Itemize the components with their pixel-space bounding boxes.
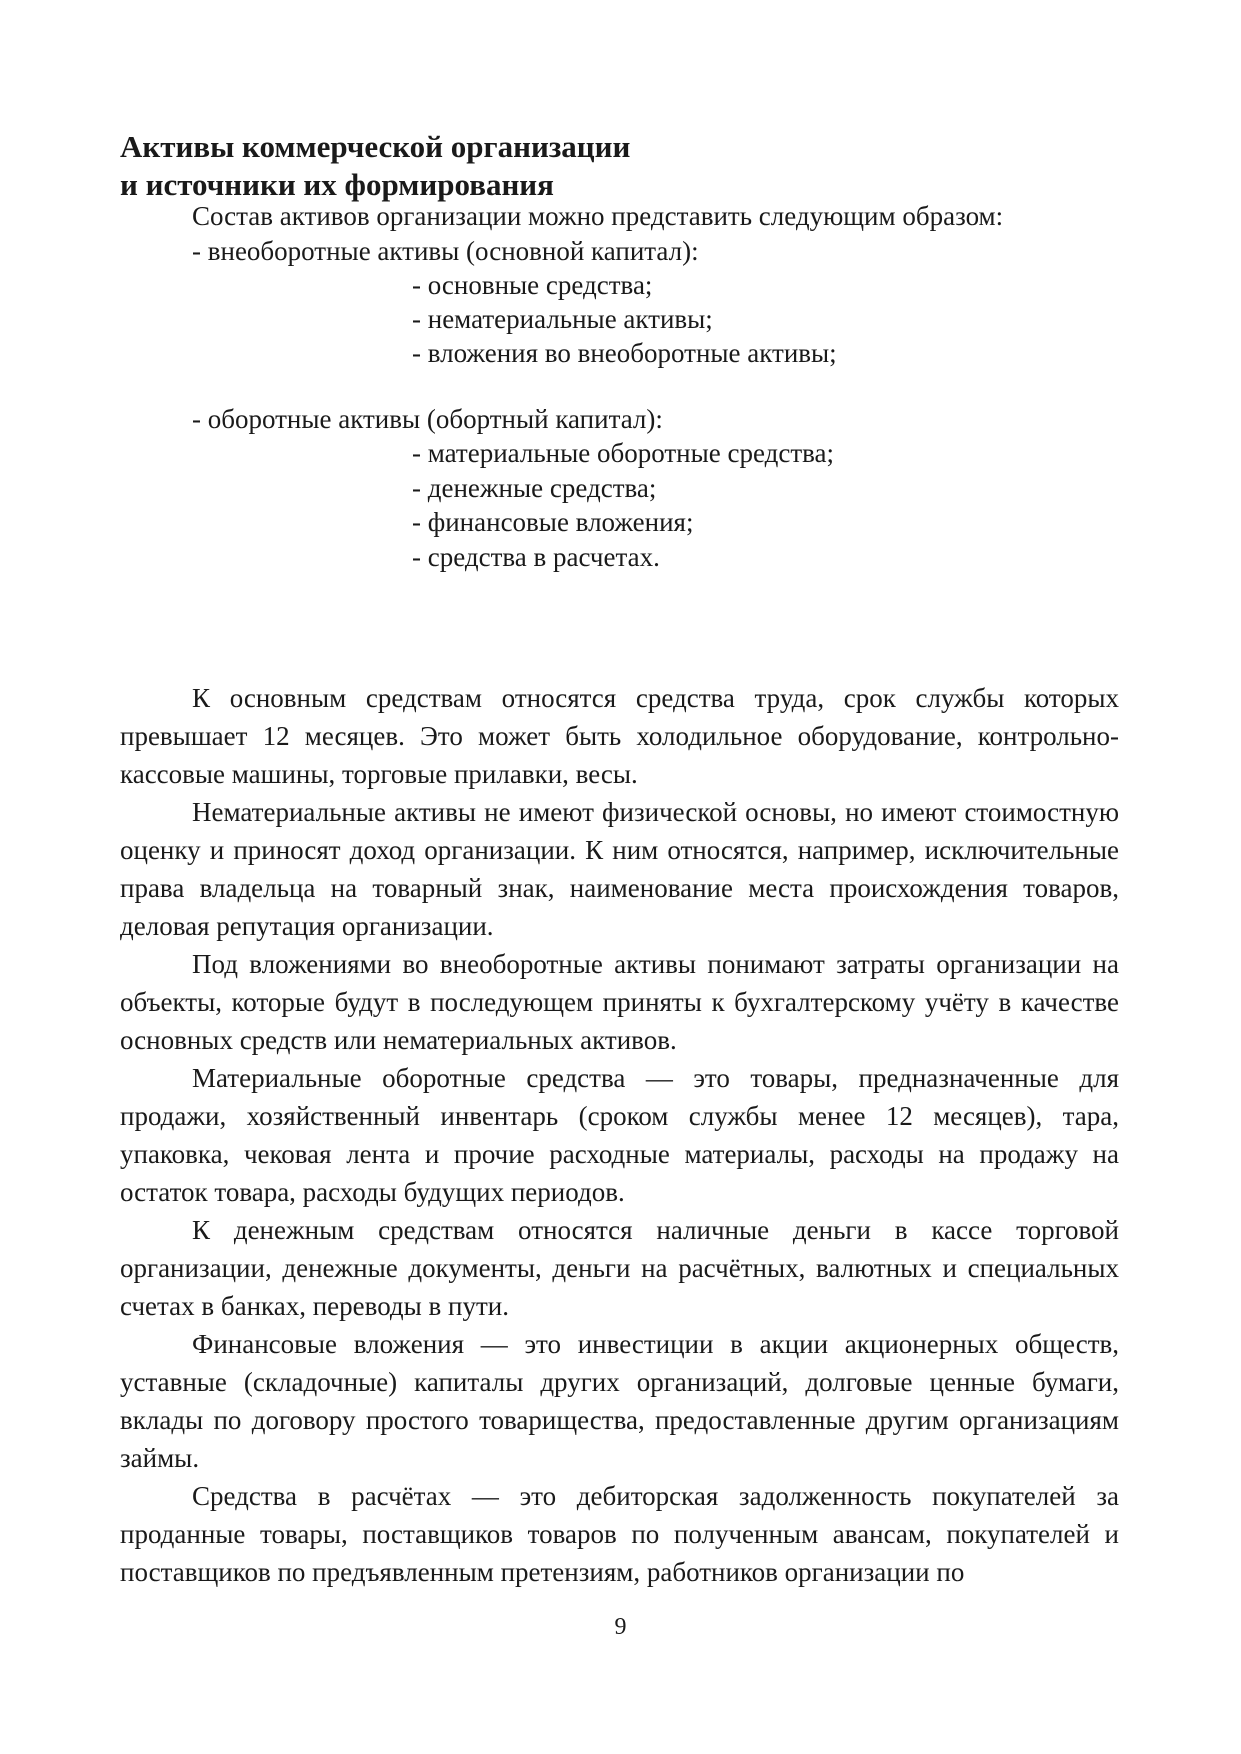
section-title-line-1: Активы коммерческой организации (120, 129, 631, 164)
page-number: 9 (614, 1614, 627, 1640)
intro-text: Состав активов организации можно представить следующим образом: (192, 201, 1004, 231)
section-title-line-2: и источники их формирования (120, 167, 554, 202)
noncurrent-assets-heading: - внеоборотные активы (основной капитал): (192, 236, 699, 266)
current-item-cash: - денежные средства; (412, 473, 657, 503)
section-title (120, 128, 1120, 204)
body-text (120, 679, 1119, 1591)
current-item-financial-investments: - финансовые вложения; (412, 507, 694, 537)
paragraph-cash: К денежным средствам относятся наличные деньги в кассе торговой организации, денежные документы, деньги на расчётных, валютных и специальных счетах в банках, переводы в пути. (120, 1215, 1119, 1321)
paragraph-noncurrent-investments: Под вложениями во внеоборотные активы понимают затраты организации на объекты, которые будут в последующем приняты к бухгалтерскому учёту в качестве основных средств или нематериальных активов. (120, 949, 1119, 1055)
paragraph-fixed-assets: К основным средствам относятся средства труда, срок службы которых превышает 12 месяцев. Это может быть холодильное оборудование, контрольно-кассовые машины, торговые прилавки, весы. (120, 683, 1119, 789)
current-item-receivables: - средства в расчетах. (412, 542, 660, 572)
paragraph-receivables: Средства в расчётах — это дебиторская задолженность покупателей за проданные товары, поставщиков товаров по полученным авансам, покупателей и поставщиков по предъявленным претензиям, работников организации по (120, 1481, 1119, 1587)
paragraph-financial-investments: Финансовые вложения — это инвестиции в акции акционерных обществ, уставные (складочные) капиталы других организаций, долговые ценные бумаги, вклады по договору простого товарищества, предоставленные другим организациям займы. (120, 1329, 1119, 1473)
current-assets-heading: - оборотные активы (обортный капитал): (192, 404, 663, 434)
paragraph-intangible-assets: Нематериальные активы не имеют физической основы, но имеют стоимостную оценку и приносят доход организации. К ним относятся, например, исключительные права владельца на товарный знак, наименование места происхождения товаров, деловая репутация организации. (120, 797, 1119, 941)
current-item-inventories: - материальные оборотные средства; (412, 438, 835, 468)
paragraph-inventories: Материальные оборотные средства — это товары, предназначенные для продажи, хозяйственный инвентарь (сроком службы менее 12 месяцев), тара, упаковка, чековая лента и прочие расходные материалы, расходы на продажу на остаток товара, расходы будущих периодов. (120, 1063, 1119, 1207)
noncurrent-item-intangible-assets: - нематериальные активы; (412, 304, 713, 334)
noncurrent-item-fixed-assets: - основные средства; (412, 270, 653, 300)
noncurrent-item-investments: - вложения во внеоборотные активы; (412, 338, 837, 368)
